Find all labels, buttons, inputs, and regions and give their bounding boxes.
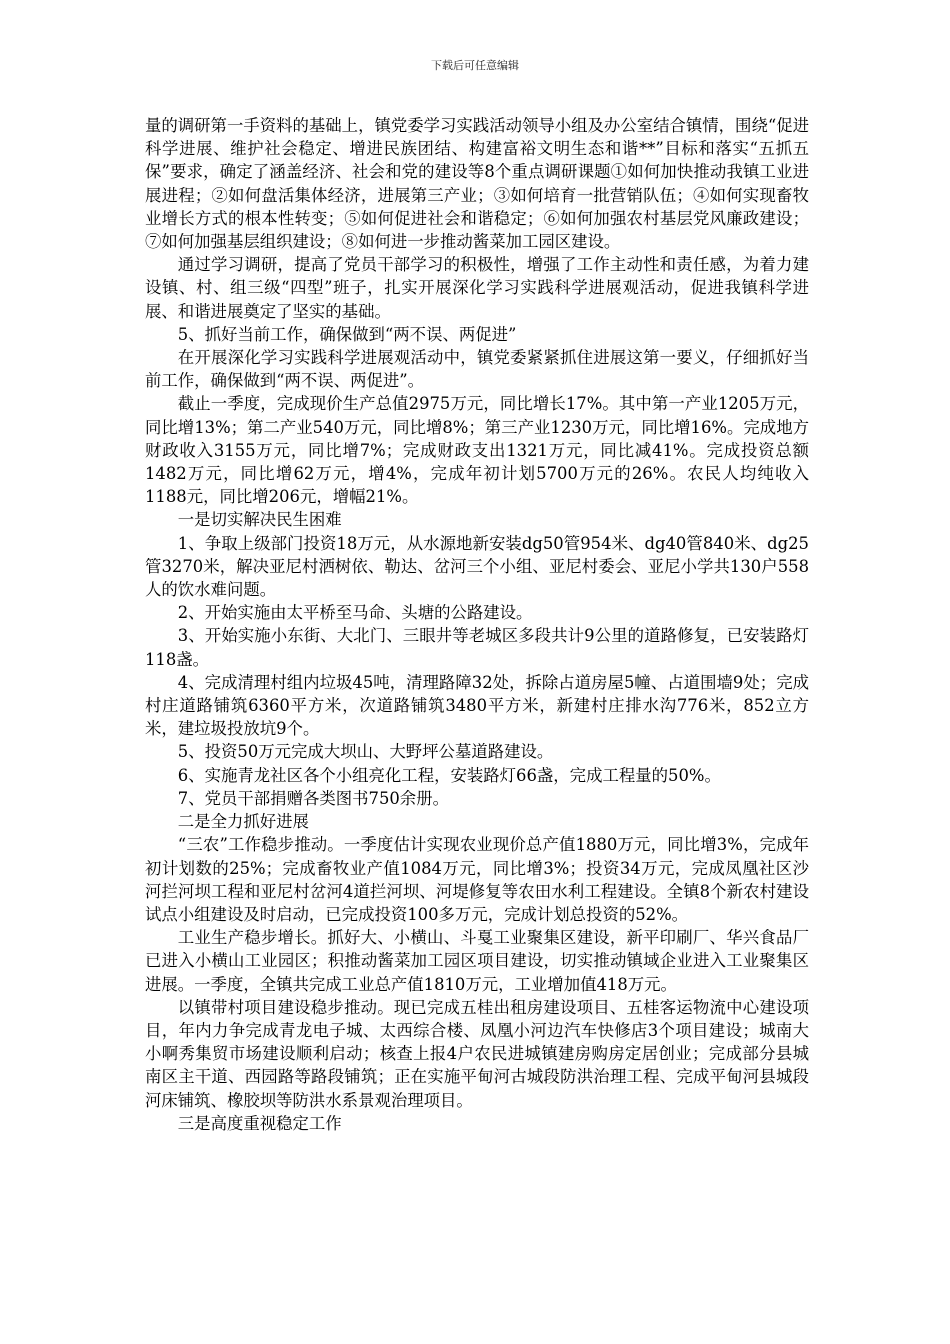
paragraph: 一是切实解决民生困难 (177, 510, 342, 530)
paragraph: 三是高度重视稳定工作 (177, 1113, 342, 1133)
paragraph: 7、党员干部捐赠各类图书750余册。 (177, 788, 449, 808)
paragraph: “三农”工作稳步推动。一季度估计实现农业现价总产值1880万元，同比增3%，完成年初计划数的25%；完成畜牧业产值1084万元，同比增3%；投资34万元，完成凤凰社区沙河拦河坝工程和亚尼村岔河4道拦河坝、河堤修复等农田水利工程建设。全镇8个新农村建设试点小组建设及时启动，已完成投资100多万元，完成计划总投资的52%。 (145, 835, 809, 924)
paragraph: 截止一季度，完成现价生产总值2975万元，同比增长17%。其中第一产业1205万元，同比增13%；第二产业540万元，同比增8%；第三产业1230万元，同比增16%。完成地方财政收入3155万元，同比增7%；完成财政支出1321万元，同比减41%。完成投资总额1482万元，同比增62万元，增4%，完成年初计划5700万元的26%。农民人均纯收入1188元，同比增206元，增幅21%。 (145, 394, 809, 507)
paragraph: 二是全力抓好进展 (177, 812, 309, 832)
paragraph: 在开展深化学习实践科学进展观活动中，镇党委紧紧抓住进展这第一要义，仔细抓好当前工作，确保做到“两不误、两促进”。 (145, 348, 809, 391)
paragraph: 6、实施青龙社区各个小组亮化工程，安装路灯66盏，完成工程量的50%。 (177, 765, 721, 785)
paragraph: 5、抓好当前工作，确保做到“两不误、两促进” (177, 324, 517, 344)
document-body (145, 114, 809, 1135)
paragraph: 2、开始实施由太平桥至马命、头塘的公路建设。 (177, 603, 533, 623)
page-header: 下载后可任意编辑 (431, 59, 519, 72)
paragraph: 以镇带村项目建设稳步推动。现已完成五桂出租房建设项目、五桂客运物流中心建设项目，年内力争完成青龙电子城、太西综合楼、凤凰小河边汽车快修店3个项目建设；城南大小啊秀集贸市场建设顺利启动；核查上报4户农民进城镇建房购房定居创业；完成部分县城南区主干道、西园路等路段铺筑；正在实施平甸河古城段防洪治理工程、完成平甸河县城段河床铺筑、橡胶坝等防洪水系景观治理项目。 (145, 997, 809, 1110)
paragraph: 通过学习调研，提高了党员干部学习的积极性，增强了工作主动性和责任感，为着力建设镇、村、组三级“四型”班子，扎实开展深化学习实践科学进展观活动，促进我镇科学进展、和谐进展奠定了坚实的基础。 (145, 255, 809, 321)
paragraph: 量的调研第一手资料的基础上，镇党委学习实践活动领导小组及办公室结合镇情，围绕“促进科学进展、维护社会稳定、增进民族团结、构建富裕文明生态和谐**”目标和落实“五抓五保”要求，确定了涵盖经济、社会和党的建设等8个重点调研课题①如何加快推动我镇工业进展进程；②如何盘活集体经济，进展第三产业；③如何培育一批营销队伍；④如何实现畜牧业增长方式的根本性转变；⑤如何促进社会和谐稳定；⑥如何加强农村基层党风廉政建设；⑦如何加强基层组织建设；⑧如何进一步推动酱菜加工园区建设。 (145, 116, 810, 252)
paragraph: 4、完成清理村组内垃圾45吨，清理路障32处，拆除占道房屋5幢、占道围墙9处；完成村庄道路铺筑6360平方米，次道路铺筑3480平方米，新建村庄排水沟776米，852立方米，建垃圾投放坑9个。 (145, 672, 809, 739)
paragraph: 1、争取上级部门投资18万元，从水源地新安装dg50管954米、dg40管840米、dg25管3270米，解决亚尼村洒树依、勒达、岔河三个小组、亚尼村委会、亚尼小学共130户558人的饮水难问题。 (145, 533, 809, 600)
paragraph: 工业生产稳步增长。抓好大、小横山、斗戛工业聚集区建设，新平印刷厂、华兴食品厂已进入小横山工业园区；积推动酱菜加工园区项目建设，切实推动镇域企业进入工业聚集区进展。一季度，全镇共完成工业总产值1810万元，工业增加值418万元。 (145, 928, 809, 994)
paragraph: 5、投资50万元完成大坝山、大野坪公墓道路建设。 (177, 742, 554, 762)
paragraph: 3、开始实施小东街、大北门、三眼井等老城区多段共计9公里的道路修复，已安装路灯118盏。 (145, 626, 809, 669)
